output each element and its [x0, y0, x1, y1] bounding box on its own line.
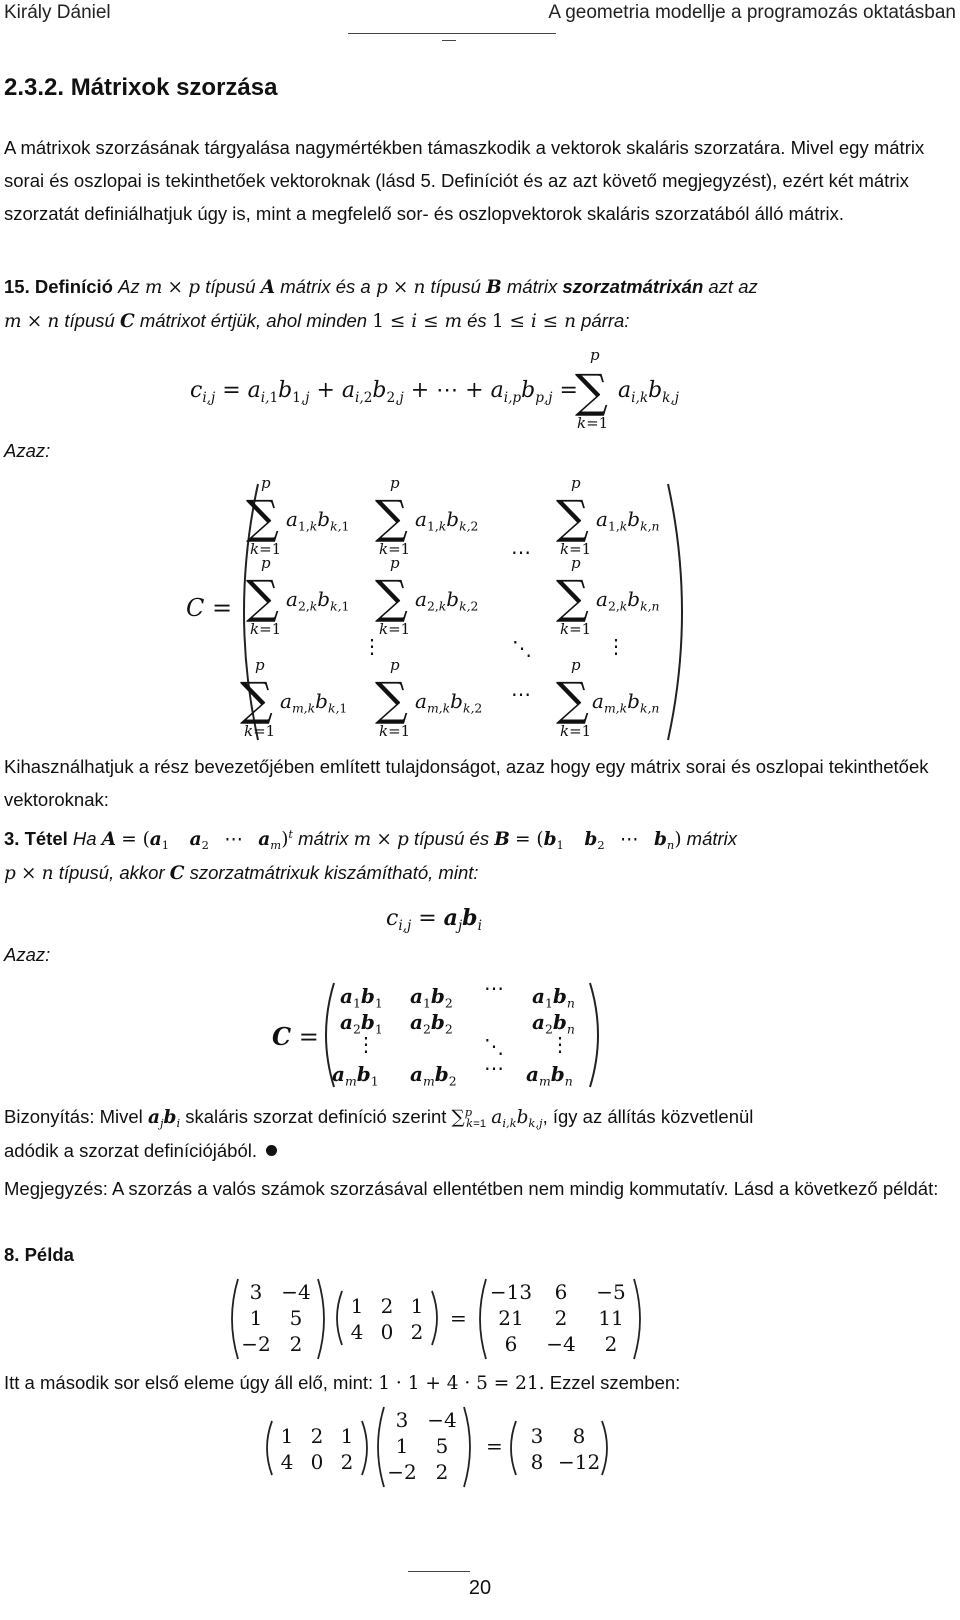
matrix-B-cell: 2	[410, 1320, 424, 1344]
matrix-AB-cell: 21	[498, 1306, 524, 1330]
section-title: 2.3.2. Mátrixok szorzása	[4, 74, 278, 101]
matrix-B-cell: 1	[340, 1424, 354, 1448]
matrix-c-label: C =	[186, 594, 233, 622]
definition-15: 15. Definíció Az m × p típusú A mátrix és a p × n típusú B mátrix szorzatmátrixán azt az m × n típusú C mátrixot értjük, ahol minden 1 ≤ i ≤ m és 1 ≤ i ≤ n párra:	[4, 276, 758, 332]
matrix-A-cell: −4	[427, 1408, 457, 1432]
matrix-A-cell: 3	[395, 1408, 409, 1432]
proof-paragraph: Bizonyítás: Mivel $a_jb_i$ skaláris szorzat definíció szerint ∑$^p_{k=1}$ $a_{i,k}b_{k,j}$, így az állítás közvetlenül adódik a szorzat definíciójából.	[4, 1105, 754, 1161]
matrix-B-cell: 4	[350, 1320, 364, 1344]
matrix-AB-cell: −5	[596, 1280, 626, 1304]
intro-paragraph: A mátrixok szorzásának tárgyalása nagymértékben támaszkodik a vektorok skaláris szorzatára. Mivel egy mátrix sorai és oszlopai is tekinthetőek vektoroknak (lásd 5. Definíciót és az azt követő megjegyzést), ezért két mátrix szorzatát definiálhatjuk úgy is, mint a megfelelő sor- és oszlopvektorok skaláris szorzatából álló mátrix.	[4, 137, 925, 224]
matrix-B-cell: 2	[380, 1294, 394, 1318]
paragraph-2: Kihasználhatjuk a rész bevezetőjében említett tulajdonságot, azaz hogy egy mátrix sorai és oszlopai tekinthetőek vektoroknak:	[4, 756, 929, 810]
matrix-c2-label: C =	[272, 1022, 319, 1051]
matrix-A-cell: 2	[435, 1460, 449, 1484]
matrix-AB-cell: 6	[504, 1332, 518, 1356]
matrix-AB-cell: −13	[489, 1280, 533, 1304]
matrix-AB-cell: 11	[598, 1306, 624, 1330]
matrix-BA-cell: 8	[572, 1424, 586, 1448]
matrix-B-cell: 2	[310, 1424, 324, 1448]
page-number: 20	[468, 1577, 492, 1599]
sum-symbol: ∑	[575, 364, 608, 418]
theorem-3: 3. Tétel Ha $A = (a_1$ $a_2$ ⋯ $a_m)^t$ mátrix m × p típusú és $B = (b_1$ $b_2$ ⋯ $b_n$) mátrix p × n típusú, akkor C szorzatmátrixuk kiszámítható, mint:	[4, 827, 738, 884]
matrix-BA-cell: 8	[530, 1450, 544, 1474]
azaz-label-1: Azaz:	[4, 440, 51, 461]
header-divider	[348, 33, 556, 34]
matrix-AB-cell: 2	[554, 1306, 568, 1330]
header-title: A geometria modellje a programozás oktatásban	[548, 2, 956, 23]
matrix-B-cell: 2	[340, 1450, 354, 1474]
matrix-A-cell: 5	[289, 1306, 303, 1330]
header-divider-mark	[442, 40, 456, 41]
matrix-B-cell: 1	[350, 1294, 364, 1318]
matrix-B-cell: 0	[380, 1320, 394, 1344]
matrix-A-cell: 1	[395, 1434, 409, 1458]
matrix-A-cell: 2	[289, 1332, 303, 1356]
matrix-A-cell: −2	[387, 1460, 417, 1484]
matrix-B-cell: 1	[280, 1424, 294, 1448]
example-text-line: Itt a második sor első eleme úgy áll elő, mint: 1 · 1 + 4 · 5 = 21. Ezzel szemben:	[4, 1372, 681, 1394]
formula-cij-vector: $c_{i,j} = a_jb_i$	[386, 905, 482, 934]
theorem-label: 3. Tétel	[4, 828, 68, 849]
example-calc: 1 · 1 + 4 · 5 = 21.	[378, 1373, 545, 1394]
matrix-AB-cell: 2	[604, 1332, 618, 1356]
qed-bullet	[266, 1145, 277, 1156]
formula-cij: $c_{i,j} = a_{i,1}b_{1,j} + a_{i,2}b_{2,j}$ + ⋯ + $a_{i,p}b_{p,j}$ =	[190, 378, 578, 406]
definition-label: 15. Definíció	[4, 276, 113, 297]
matrix-B-cell: 0	[310, 1450, 324, 1474]
matrix-A-cell: −2	[241, 1332, 271, 1356]
azaz-label-2: Azaz:	[4, 944, 51, 965]
header-author: Király Dániel	[4, 2, 111, 23]
footer-divider	[408, 1571, 470, 1572]
matrix-BA-cell: −12	[558, 1450, 601, 1474]
matrix-A-cell: 5	[435, 1434, 449, 1458]
matrix-AB-cell: −4	[546, 1332, 576, 1356]
matrix-B-cell: 4	[280, 1450, 294, 1474]
note-paragraph: Megjegyzés: A szorzás a valós számok szorzásával ellentétben nem mindig kommutatív. Lásd a következő példát:	[4, 1178, 939, 1199]
example-label: 8. Példa	[4, 1244, 74, 1265]
matrix-A-cell: −4	[281, 1280, 311, 1304]
matrix-BA-cell: 3	[530, 1424, 544, 1448]
matrix-A-cell: 1	[249, 1306, 263, 1330]
matrix-B-cell: 1	[410, 1294, 424, 1318]
matrix-AB-cell: 6	[554, 1280, 568, 1304]
matrix-A-cell: 3	[249, 1280, 263, 1304]
